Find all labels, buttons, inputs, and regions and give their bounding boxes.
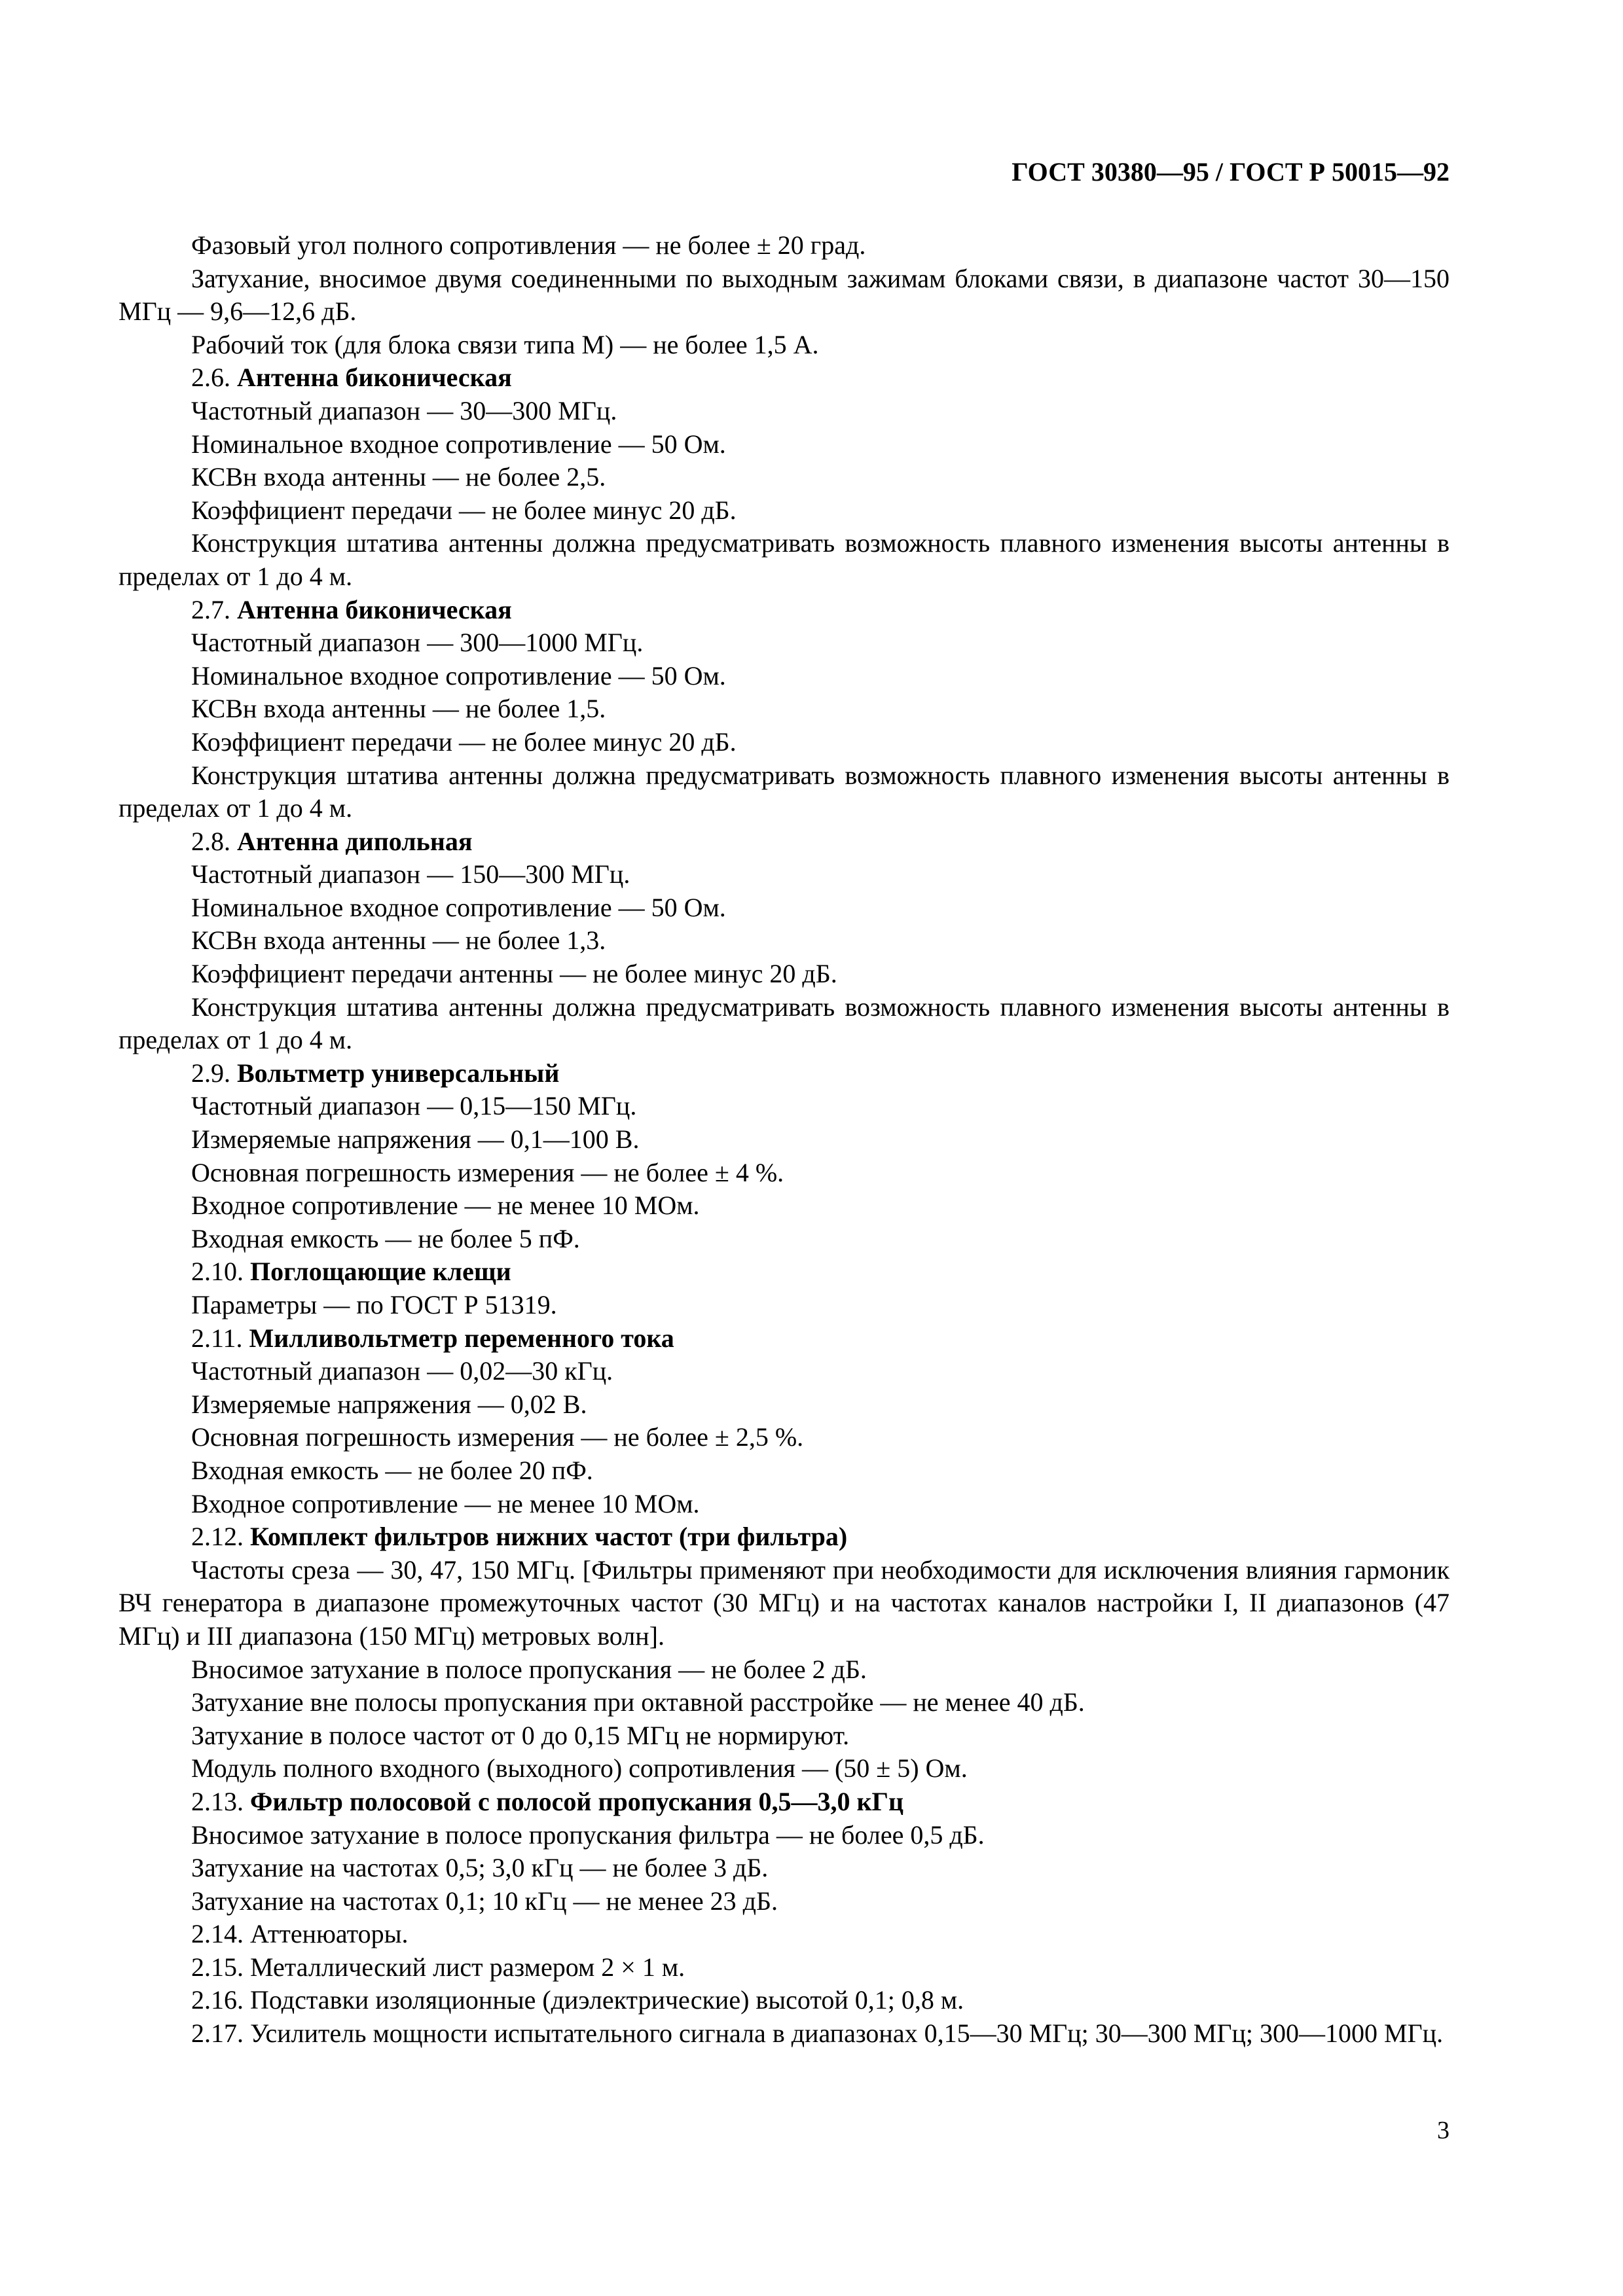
paragraph: Номинальное входное сопротивление — 50 Ом. — [191, 660, 726, 691]
paragraph: Частотный диапазон — 30—300 МГц. — [191, 395, 617, 425]
paragraph: Основная погрешность измерения — не более ± 4 %. — [191, 1157, 784, 1187]
paragraph: Частотный диапазон — 150—300 МГц. — [191, 859, 630, 889]
paragraph: Рабочий ток (для блока связи типа М) — не более 1,5 А. — [191, 329, 819, 359]
document-header: ГОСТ 30380—95 / ГОСТ Р 50015—92 — [1012, 157, 1450, 187]
section-number: 2.9. — [191, 1058, 230, 1088]
paragraph: Коэффициент передачи антенны — не более минус 20 дБ. — [191, 959, 837, 989]
section-title: Поглощающие клещи — [250, 1257, 511, 1287]
paragraph: Частотный диапазон — 0,02—30 кГц. — [191, 1356, 613, 1386]
paragraph: Модуль полного входного (выходного) сопротивления — (50 ± 5) Ом. — [191, 1753, 968, 1784]
section-number: 2.7. — [191, 594, 230, 624]
paragraph: Частотный диапазон — 300—1000 МГц. — [191, 628, 644, 658]
section-heading — [119, 1785, 1450, 1819]
section-number: 2.8. — [191, 826, 230, 856]
section-title: Антенна биконическая — [237, 594, 512, 624]
paragraph: Номинальное входное сопротивление — 50 Ом. — [191, 892, 726, 922]
section-heading — [119, 1255, 1450, 1289]
section-number: 2.10. — [191, 1257, 244, 1287]
section-heading — [119, 1322, 1450, 1355]
section-title: Милливольтметр переменного тока — [249, 1323, 674, 1353]
section-title: Фильтр полосовой с полосой пропускания 0,5—3,0 кГц — [250, 1786, 904, 1816]
paragraph: 2.16. Подставки изоляционные (диэлектрические) высотой 0,1; 0,8 м. — [191, 1985, 964, 2015]
section-heading — [119, 825, 1450, 859]
paragraph: Вносимое затухание в полосе пропускания — не более 2 дБ. — [191, 1654, 867, 1684]
section-heading — [119, 1520, 1450, 1554]
document-body — [119, 229, 1450, 2051]
section-heading — [119, 594, 1450, 627]
paragraph: Затухание на частотах 0,1; 10 кГц — не менее 23 дБ. — [191, 1886, 778, 1916]
page-number: 3 — [1437, 2117, 1450, 2144]
section-heading — [119, 361, 1450, 395]
section-title: Вольтметр универсальный — [237, 1058, 560, 1088]
paragraph: Входное сопротивление — не менее 10 МОм. — [191, 1191, 700, 1221]
section-title: Антенна дипольная — [237, 826, 473, 856]
paragraph: Фазовый угол полного сопротивления — не более ± 20 град. — [191, 230, 866, 260]
paragraph: Затухание в полосе частот от 0 до 0,15 МГц не нормируют. — [191, 1720, 850, 1750]
paragraph: Основная погрешность измерения — не более ± 2,5 %. — [191, 1422, 804, 1452]
paragraph: 2.14. Аттенюаторы. — [191, 1919, 409, 1949]
paragraph: Входная емкость — не более 20 пФ. — [191, 1455, 593, 1485]
paragraph: Вносимое затухание в полосе пропускания фильтра — не более 0,5 дБ. — [191, 1820, 985, 1850]
section-number: 2.13. — [191, 1786, 244, 1816]
section-number: 2.12. — [191, 1522, 244, 1552]
paragraph: Конструкция штатива антенны должна предусматривать возможность плавного изменения высоты антенны в пределах от 1 до 4 м. — [119, 760, 1450, 823]
paragraph: Затухание вне полосы пропускания при октавной расстройке — не менее 40 дБ. — [191, 1687, 1085, 1717]
paragraph: Коэффициент передачи — не более минус 20 дБ. — [191, 495, 737, 525]
paragraph: Параметры — по ГОСТ Р 51319. — [191, 1290, 557, 1319]
paragraph: КСВн входа антенны — не более 1,5. — [191, 694, 606, 724]
section-heading — [119, 1057, 1450, 1090]
paragraph: 2.15. Металлический лист размером 2 × 1 м. — [191, 1952, 685, 1982]
section-title: Антенна биконическая — [237, 363, 512, 393]
paragraph: Измеряемые напряжения — 0,1—100 В. — [191, 1124, 640, 1155]
paragraph: Затухание, вносимое двумя соединенными по выходным зажимам блоками связи, в диапазоне частот 30—150 МГц — 9,6—12,6 дБ. — [119, 263, 1450, 327]
paragraph: 2.17. Усилитель мощности испытательного сигнала в диапазонах 0,15—30 МГц; 30—300 МГц; 300—1000 МГц. — [191, 2018, 1444, 2049]
paragraph: Измеряемые напряжения — 0,02 В. — [191, 1389, 587, 1419]
paragraph: Частоты среза — 30, 47, 150 МГц. [Фильтры применяют при необходимости для исключения влияния гармоник ВЧ генератора в диапазоне промежуточных частот (30 МГц) и на частотах каналов настройки I, II диапазонов (47 МГц) и III диапазона (150 МГц) метровых волн]. — [119, 1554, 1450, 1651]
paragraph: Входное сопротивление — не менее 10 МОм. — [191, 1488, 700, 1518]
paragraph: Конструкция штатива антенны должна предусматривать возможность плавного изменения высоты антенны в пределах от 1 до 4 м. — [119, 992, 1450, 1055]
paragraph: Входная емкость — не более 5 пФ. — [191, 1223, 580, 1253]
paragraph: Коэффициент передачи — не более минус 20 дБ. — [191, 726, 737, 757]
paragraph: Конструкция штатива антенны должна предусматривать возможность плавного изменения высоты антенны в пределах от 1 до 4 м. — [119, 528, 1450, 591]
section-number: 2.11. — [191, 1323, 243, 1353]
paragraph: Затухание на частотах 0,5; 3,0 кГц — не более 3 дБ. — [191, 1853, 769, 1883]
section-number: 2.6. — [191, 363, 230, 393]
paragraph: КСВн входа антенны — не более 1,3. — [191, 925, 606, 956]
paragraph: Частотный диапазон — 0,15—150 МГц. — [191, 1091, 637, 1121]
paragraph: Номинальное входное сопротивление — 50 Ом. — [191, 429, 726, 459]
paragraph: КСВн входа антенны — не более 2,5. — [191, 462, 606, 492]
section-title: Комплект фильтров нижних частот (три фильтра) — [250, 1522, 848, 1552]
